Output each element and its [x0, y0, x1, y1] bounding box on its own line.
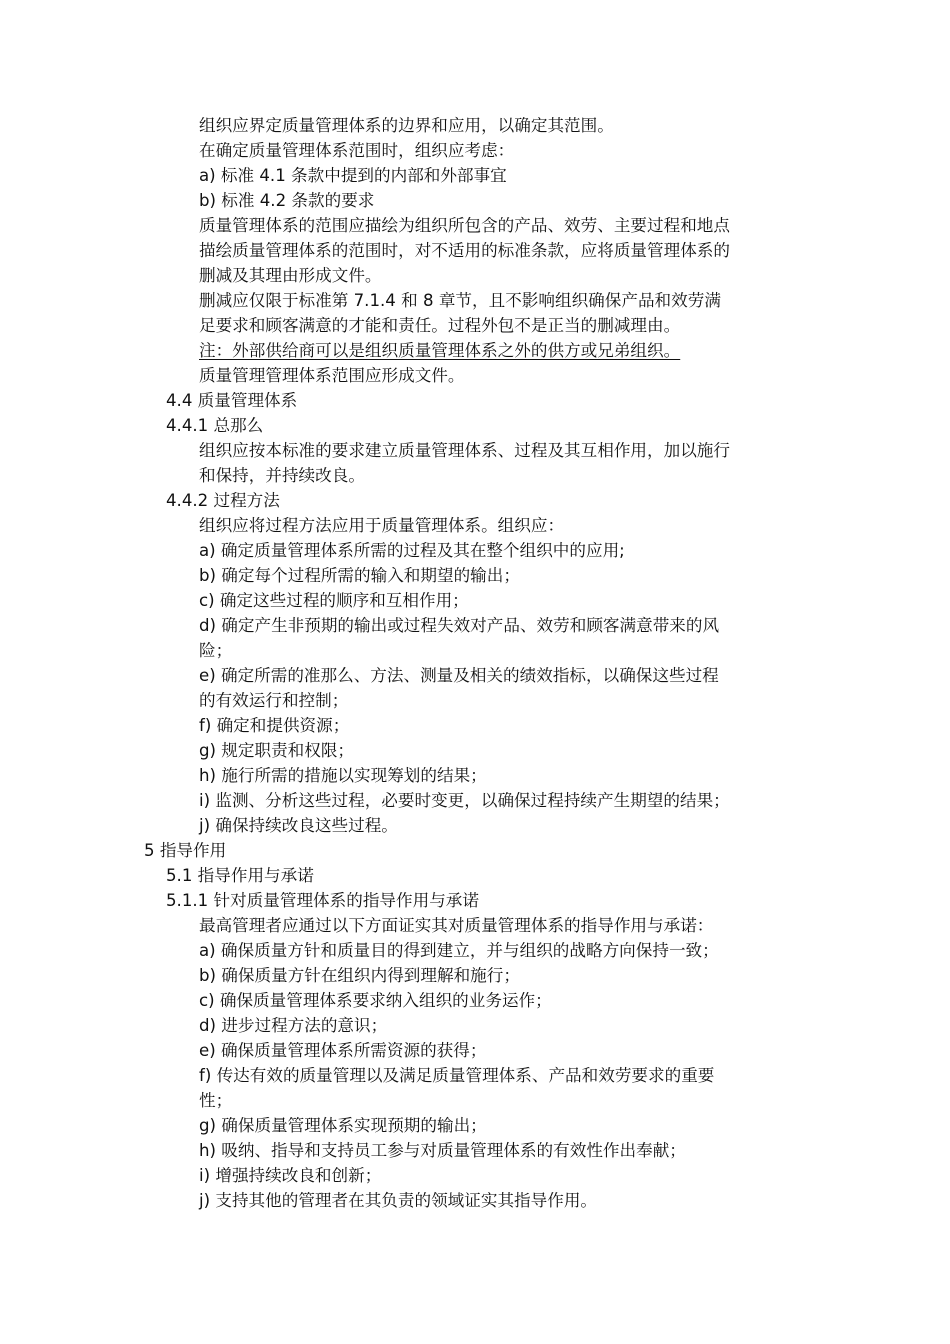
- text-line: 删减应仅限于标准第 7.1.4 和 8 章节，且不影响组织确保产品和效劳满: [199, 291, 721, 310]
- text-line: 描绘质量管理体系的范围时，对不适用的标准条款，应将质量管理体系的: [199, 241, 730, 260]
- list-item: a) 确定质量管理体系所需的过程及其在整个组织中的应用;: [199, 541, 625, 560]
- note-line: 注：外部供给商可以是组织质量管理体系之外的供方或兄弟组织。: [199, 341, 681, 360]
- section-heading: 4.4 质量管理体系: [166, 391, 298, 410]
- list-item: j) 确保持续改良这些过程。: [199, 816, 398, 835]
- list-item: d) 确定产生非预期的输出或过程失效对产品、效劳和顾客满意带来的风: [199, 616, 720, 635]
- list-item: a) 确保质量方针和质量目的得到建立，并与组织的战略方向保持一致；: [199, 941, 719, 960]
- text-line: 质量管理管理体系范围应形成文件。: [199, 366, 465, 385]
- list-item: i) 监测、分析这些过程，必要时变更，以确保过程持续产生期望的结果；: [199, 791, 730, 810]
- text-line: 质量管理体系的范围应描绘为组织所包含的产品、效劳、主要过程和地点: [199, 216, 730, 235]
- subsection-heading: 4.4.2 过程方法: [166, 491, 280, 510]
- list-item: f) 确定和提供资源；: [199, 716, 350, 735]
- section-heading: 5.1 指导作用与承诺: [166, 866, 314, 885]
- list-item-continued: 性；: [199, 1091, 233, 1110]
- text-line: 组织应将过程方法应用于质量管理体系。组织应：: [199, 516, 565, 535]
- subsection-heading: 5.1.1 针对质量管理体系的指导作用与承诺: [166, 891, 479, 910]
- list-item: h) 施行所需的措施以实现筹划的结果；: [199, 766, 487, 785]
- list-item: g) 规定职责和权限；: [199, 741, 355, 760]
- list-item-continued: 险；: [199, 641, 233, 660]
- list-item: e) 确定所需的准那么、方法、测量及相关的绩效指标，以确保这些过程: [199, 666, 719, 685]
- list-item: b) 标准 4.2 条款的要求: [199, 191, 375, 210]
- list-item: e) 确保质量管理体系所需资源的获得；: [199, 1041, 487, 1060]
- list-item: f) 传达有效的质量管理以及满足质量管理体系、产品和效劳要求的重要: [199, 1066, 715, 1085]
- list-item: i) 增强持续改良和创新；: [199, 1166, 382, 1185]
- list-item: h) 吸纳、指导和支持员工参与对质量管理体系的有效性作出奉献；: [199, 1141, 686, 1160]
- list-item: c) 确定这些过程的顺序和互相作用；: [199, 591, 469, 610]
- text-line: 最高管理者应通过以下方面证实其对质量管理体系的指导作用与承诺：: [199, 916, 714, 935]
- list-item-continued: 的有效运行和控制；: [199, 691, 349, 710]
- text-line: 删减及其理由形成文件。: [199, 266, 382, 285]
- list-item: a) 标准 4.1 条款中提到的内部和外部事宜: [199, 166, 507, 185]
- list-item: b) 确保质量方针在组织内得到理解和施行；: [199, 966, 520, 985]
- subsection-heading: 4.4.1 总那么: [166, 416, 264, 435]
- text-line: 组织应按本标准的要求建立质量管理体系、过程及其互相作用，加以施行: [199, 441, 730, 460]
- text-line: 组织应界定质量管理体系的边界和应用，以确定其范围。: [199, 116, 614, 135]
- list-item: j) 支持其他的管理者在其负责的领域证实其指导作用。: [199, 1191, 598, 1210]
- text-line: 和保持，并持续改良。: [199, 466, 365, 485]
- list-item: d) 进步过程方法的意识；: [199, 1016, 388, 1035]
- chapter-heading: 5 指导作用: [144, 841, 227, 860]
- text-line: 在确定质量管理体系范围时，组织应考虑：: [199, 141, 515, 160]
- list-item: c) 确保质量管理体系要求纳入组织的业务运作；: [199, 991, 552, 1010]
- text-line: 足要求和顾客满意的才能和责任。过程外包不是正当的删减理由。: [199, 316, 681, 335]
- list-item: b) 确定每个过程所需的输入和期望的输出；: [199, 566, 520, 585]
- list-item: g) 确保质量管理体系实现预期的输出；: [199, 1116, 487, 1135]
